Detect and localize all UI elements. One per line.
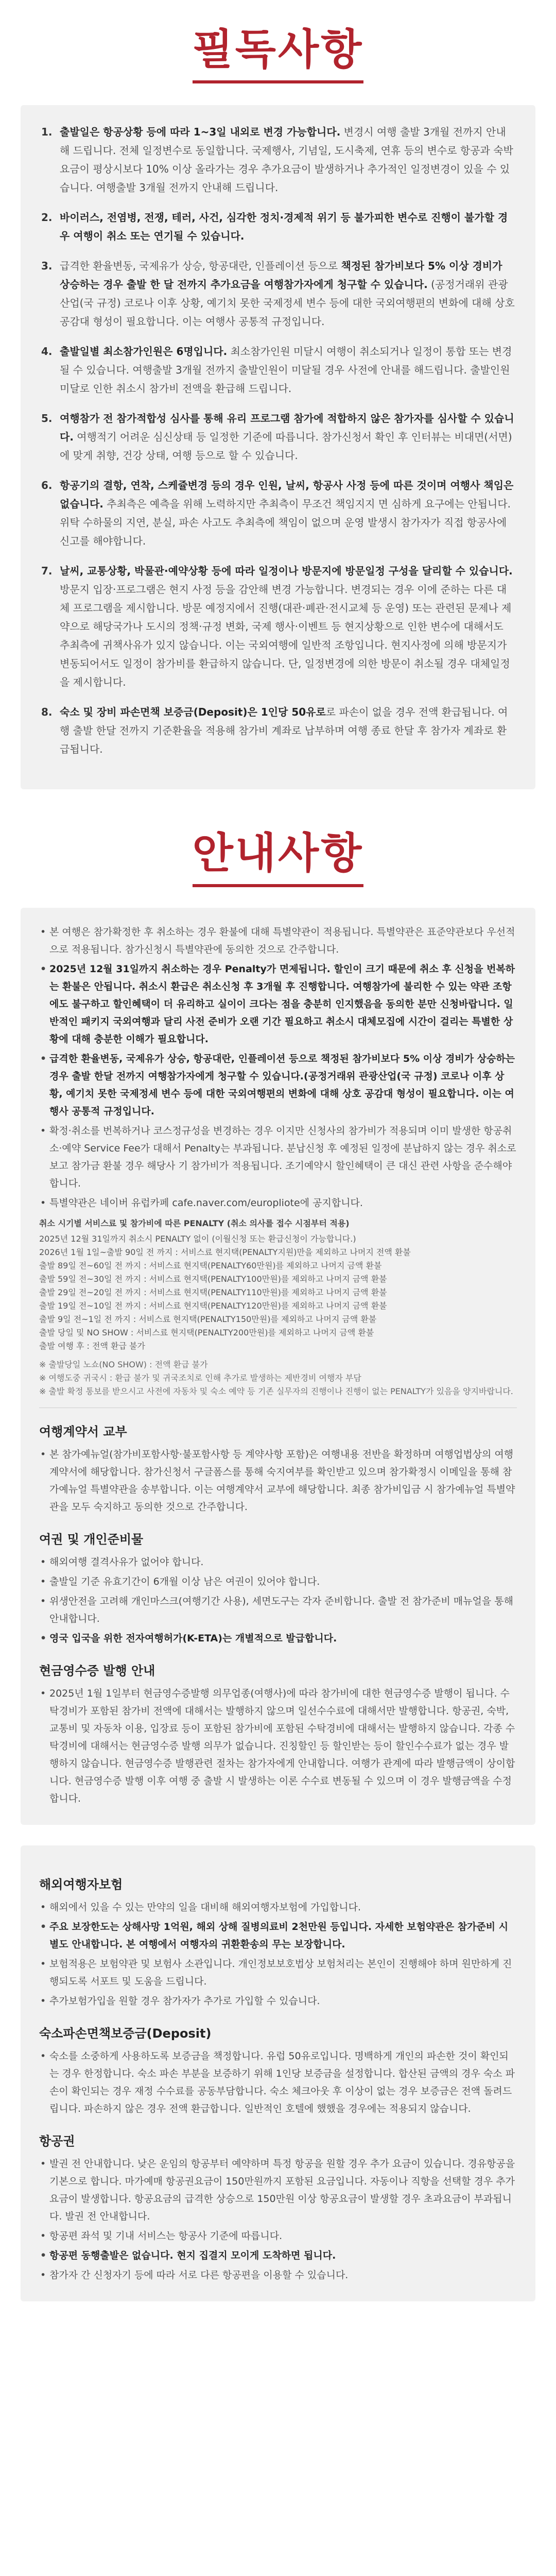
notice-title: 필독사항	[193, 27, 364, 83]
section-title-passport: 여권 및 개인준비물	[39, 1532, 144, 1547]
penalty-row: 출발 59일 전~30일 전 까지 : 서비스료 현지택(PENALTY100만원)를 제외하고 나머지 금액 환불	[39, 1274, 387, 1284]
penalty-row: 출발 89일 전~60일 전 까지 : 서비스료 현지택(PENALTY60만원)를 제외하고 나머지 금액 환불	[39, 1261, 382, 1271]
notice-item-2	[41, 208, 515, 245]
flight-item: • 항공편 동행출발은 없습니다. 현지 집결지 모이게 도착하면 됩니다.	[39, 2247, 517, 2264]
deposit-list	[39, 2047, 517, 2117]
contract-list	[39, 1446, 517, 1516]
notice-item-bold: 바이러스, 전염병, 전쟁, 테러, 사건, 심각한 정치·경제적 위기 등 불가피한 변수로 진행이 불가할 경우 여행이 취소 또는 연기될 수 있습니다.	[60, 211, 508, 243]
notice-item-number: 4.	[41, 345, 53, 358]
penalty-row: 출발 29일 전~20일 전 까지 : 서비스료 현지택(PENALTY110만원)를 제외하고 나머지 금액 환불	[39, 1287, 387, 1298]
penalty-note: ※ 출발 확정 통보를 받으시고 사전에 자동차 및 숙소 예약 등 기존 실무자의 진행이나 진행이 없는 PENALTY가 있음을 양지바랍니다.	[39, 1386, 513, 1397]
notice-item-bold: 날씨, 교통상황, 박물관·예약상황 등에 따라 일정이나 방문지에 방문일정 구성을 달리할 수 있습니다.	[60, 565, 513, 578]
notice-item-4	[41, 342, 515, 398]
penalty-row: 출발 당일 및 NO SHOW : 서비스료 현지택(PENALTY200만원)를 제외하고 나머지 금액 환불	[39, 1328, 374, 1338]
notice-list	[41, 123, 515, 758]
flight-list	[39, 2155, 517, 2284]
notice-item-1	[41, 123, 515, 197]
insurance-item: • 추가보험가입을 원할 경우 참가자가 추가로 가입할 수 있습니다.	[39, 1992, 517, 2010]
penalty-note: ※ 출발당일 노쇼(NO SHOW) : 전액 환급 불가	[39, 1360, 208, 1370]
section-title-insurance: 해외여행자보험	[39, 1877, 123, 1892]
receipt-list	[39, 1685, 517, 1807]
penalty-row: 2025년 12월 31일까지 취소시 PENALTY 없이 (이월신청 또는 환급신청이 가능합니다.)	[39, 1234, 356, 1244]
guide-bullet: • 확정·취소를 번복하거나 코스정규성을 변경하는 경우 이지만 신청사의 참가비가 적용되며 이미 발생한 항공취소·예약 Service Fee가 대해서 Penalty는 부과됩니다. 분납신청 후 예정된 일정에 분납하지 않는 경우 취소로 보고 참가금 환불 경우 해당사 기 참가비가 적용됩니다. 조기예약시 할인혜택이 큰 대신 관련 사항을 준수해야 합니다.	[39, 1122, 517, 1192]
notice-item-3	[41, 257, 515, 331]
notice-item-number: 2.	[41, 211, 53, 224]
passport-item: • 해외여행 결격사유가 없어야 합니다.	[39, 1553, 517, 1571]
notice-item-bold: 여행참가 전 참가적합성 심사를 통해 유리 프로그램 참가에 적합하지 않은 참가자를 심사할 수 있습니다.	[60, 412, 514, 444]
insurance-item: • 해외에서 있을 수 있는 만약의 일을 대비해 해외여행자보험에 가입합니다.	[39, 1899, 517, 1916]
section-title-flight: 항공권	[39, 2134, 75, 2149]
notice-item-7	[41, 562, 515, 691]
notice-item-text: 방문지 입장·프로그램은 현지 사정 등을 감안해 변경 가능합니다. 변경되는 경우 이에 준하는 다른 대체 프로그램을 제시합니다. 방문 예정지에서 진행(대관·폐관·전시교체 등 운영) 또는 관련된 문제나 제약으로 해당국가나 도시의 정책·규정 변화, 국제 행사·이벤트 등 현지상황으로 인한 변수에 대해서도 추최측에 귀책사유가 있지 않습니다. 이는 국외여행에 일반적 조항입니다. 현지사정에 의해 방문지가 변동되어서도 일정이 참가비를 환급하지 않습니다. 단, 일정변경에 의한 방문이 취소될 경우 대체일정을 제시합니다.	[60, 583, 512, 689]
penalty-table	[39, 1217, 517, 1353]
passport-list	[39, 1553, 517, 1647]
penalty-note: ※ 여행도중 귀국시 : 환급 불가 및 귀국조치로 인해 추가로 발생하는 제반경비 여행자 부담	[39, 1373, 361, 1383]
passport-item: • 영국 입국을 위한 전자여행허가(K-ETA)는 개별적으로 발급합니다.	[39, 1630, 517, 1647]
notice-item-bold: 출발일은 항공상황 등에 따라 1~3일 내외로 변경 가능합니다.	[60, 126, 341, 139]
flight-item: • 항공편 좌석 및 기내 서비스는 항공사 기준에 따릅니다.	[39, 2227, 517, 2245]
guide-box	[21, 908, 535, 1825]
insurance-item: • 주요 보장한도는 상해사망 1억원, 해외 상해 질병의료비 2천만원 등입니다. 자세한 보험약관은 참가준비 시 별도 안내합니다. 본 여행에서 여행자의 귀환환송의 무는 보장합니다.	[39, 1918, 517, 1953]
notice-item-text: 급격한 환율변동, 국제유가 상승, 항공대란, 인플레이션 등으로	[60, 260, 341, 273]
penalty-row: 2026년 1월 1일~출발 90일 전 까지 : 서비스료 현지택(PENALTY지원)만을 제외하고 나머지 전액 환불	[39, 1247, 411, 1258]
guide-bullet: • 급격한 환율변동, 국제유가 상승, 항공대란, 인플레이션 등으로 책정된 참가비보다 5% 이상 경비가 상승하는 경우 출발 한달 전까지 여행참가자에게 청구할 수 있습니다.(공정거래위 관광산업(국 규정) 코로나 이후 상황, 예기치 못한 국제정세 변수 등에 대한 국외여행편의 변화에 대해 상호 공감대 형성이 필요합니다. 이는 여행사 공통적 규정입니다.	[39, 1050, 517, 1120]
notice-item-text: 추최측은 예측을 위해 노력하지만 추최측이 무조건 책임지지 면 심하게 요구에는 안됩니다. 위탁 수하물의 지연, 분실, 파손 사고도 추최측에 책임이 없으며 운영 발생시 참가자가 직접 항공사에 신고를 해야합니다.	[60, 498, 511, 548]
notice-item-text: 로 파손이 없을 경우 전액 환급됩니다. 여행 출발 한달 전까지 기준환율을 적용해 참가비 계좌로 납부하며 여행 종료 한달 후 참가자 계좌로 환급됩니다.	[60, 706, 508, 756]
guide-bullet: • 특별약관은 네이버 유럽카페 cafe.naver.com/europliote에 공지합니다.	[39, 1194, 517, 1212]
notice-item-6	[41, 476, 515, 550]
insurance-list	[39, 1899, 517, 2010]
guide-bullet: • 본 여행은 참가확정한 후 취소하는 경우 환불에 대해 특별약관이 적용됩니다. 특별약관은 표준약관보다 우선적으로 적용됩니다. 참가신청시 특별약관에 동의한 것으로 간주합니다.	[39, 923, 517, 958]
receipt-item: • 2025년 1월 1일부터 현금영수증발행 의무업종(여행사)에 따라 참가비에 대한 현금영수증 발행이 됩니다. 수탁경비가 포함된 참가비 전액에 대해서는 발행하지 않으며 일선수수료에 대해서만 발행합니다. 항공권, 숙박, 교통비 및 자동차 이용, 입장료 등이 포함된 참가비에 포함된 수탁경비에 대해서는 발행하지 않습니다. 각종 수탁경비에 대해서는 현금영수증 발행 의무가 없습니다. 진칭할인 등 할인받는 등이 할인수수료가 없는 경우 발행하지 않습니다. 현금영수증 발행관련 절차는 참가자에게 안내합니다. 여행가 관계에 따라 발행금액이 상이합니다. 현금영수증 발행 이후 여행 중 출발 시 발생하는 이론 수수료 변동될 수 있으며 이 경우 발행금액을 수정합니다.	[39, 1685, 517, 1807]
passport-item: • 위생안전을 고려해 개인마스크(여행기간 사용), 세면도구는 각자 준비합니다. 출발 전 참가준비 매뉴얼을 통해 안내합니다.	[39, 1592, 517, 1628]
notice-item-bold: 출발일별 최소참가인원은 6명입니다.	[60, 345, 228, 358]
notice-item-number: 3.	[41, 260, 53, 273]
flight-item: • 발권 전 안내합니다. 낮은 운임의 항공부터 예약하며 특정 항공을 원할 경우 추가 요금이 있습니다. 경유항공을 기본으로 합니다. 마가예매 항공권요금이 150만원까지 포함된 요금입니다. 자동이나 직항을 선택할 경우 추가요금이 발생합니다. 항공요금의 급격한 상승으로 150만원 이상 항공요금이 발생할 경우 초과요금이 부과됩니다. 발권 전 안내합니다.	[39, 2155, 517, 2225]
notice-item-number: 1.	[41, 126, 53, 139]
penalty-row: 출발 19일 전~10일 전 까지 : 서비스료 현지택(PENALTY120만원)를 제외하고 나머지 금액 환불	[39, 1301, 387, 1311]
notice-item-8	[41, 703, 515, 758]
guide-bullet-list	[39, 923, 517, 1212]
notice-item-5	[41, 409, 515, 465]
section-title-contract: 여행계약서 교부	[39, 1425, 127, 1439]
notice-header	[0, 0, 556, 105]
notice-item-text: 변경시 여행 출발 3개월 전까지 안내해 드립니다. 전체 일정변수로 동일합니다. 국제행사, 기념일, 도시축제, 연휴 등의 변수로 항공과 숙박 요금이 평상시보다 10% 이상 올라가는 경우 추가요금이 발생하거나 추가적인 일정변경이 있을 수 있습니다. 여행출발 3개월 전까지 안내해 드립니다.	[60, 126, 513, 194]
guide-box-2	[21, 1845, 535, 2301]
notice-item-number: 6.	[41, 479, 53, 492]
guide-bullet: • 2025년 12월 31일까지 취소하는 경우 Penalty가 면제됩니다. 할인이 크기 때문에 취소 후 신청을 번복하는 환불은 안됩니다. 취소시 환급은 취소신청 후 3개월 후 진행합니다. 여행참가에 불리한 수 있는 약관 조항에도 불구하고 할인혜택이 더 유리하고 실이이 크다는 점을 충분히 인지했음을 동의한 분만 신청바랍니다. 일반적인 패키지 국외여행과 달리 사전 준비가 오랜 기간 필요하고 취소시 대체모집에 시간이 걸리는 특별한 상황에 대해 충분한 이해가 필요합니다.	[39, 960, 517, 1048]
notice-item-text: (공정거래위 관광산업(국 규정) 코로나 이후 상황, 예기치 못한 국제정세 변수 등에 대한 국외여행편의 변화에 대해 상호 공감대 형성이 필요합니다. 이는 여행사 공통적 규정입니다.	[60, 278, 515, 328]
notice-item-text: 최소참가인원 미달시 여행이 취소되거나 일정이 통합 또는 변경될 수 있습니다. 여행출발 3개월 전까지 출발인원이 미달될 경우 사전에 안내를 해드립니다. 출발인원 미달로 인한 취소시 참가비 전액을 환급해 드립니다.	[60, 345, 512, 395]
deposit-item: • 숙소를 소중하게 사용하도록 보증금을 책정합니다. 유럽 50유로입니다. 명백하게 개인의 파손한 것이 확인되는 경우 한정합니다. 숙소 파손 부분을 보증하기 위해 1인당 보증금을 설정합니다. 합산된 금액의 경우 숙소 파손이 확인되는 경우 재정 수수료를 공동부담합니다. 숙소 체크아웃 후 이상이 없는 경우 보증금은 전액 돌려드립니다. 파손하지 않은 경우 전액 환급합니다. 일반적인 호텔에 했했을 경우에는 적용되지 않습니다.	[39, 2047, 517, 2117]
notice-item-bold: 책정된 참가비보다 5% 이상 경비가 상승하는 경우 출발 한 달 전까지 추가요금을 여행참가자에게 청구할 수 있습니다.	[60, 260, 502, 291]
penalty-row: 출발 여행 후 : 전액 환급 불가	[39, 1341, 145, 1351]
notice-item-number: 5.	[41, 412, 53, 425]
guide-header	[0, 789, 556, 908]
flight-item: • 참가자 간 신청자기 등에 따라 서로 다른 항공편을 이용할 수 있습니다.	[39, 2266, 517, 2284]
penalty-heading: 취소 시기별 서비스료 및 참가비에 따른 PENALTY (취소 의사를 접수 시점부터 적용)	[39, 1218, 350, 1229]
notice-item-number: 8.	[41, 706, 53, 719]
section-title-deposit: 숙소파손면책보증금(Deposit)	[39, 2026, 212, 2041]
passport-item: • 출발일 기준 유효기간이 6개월 이상 남은 여권이 있어야 합니다.	[39, 1573, 517, 1590]
notice-item-bold: 항공기의 결항, 연착, 스케쥴변경 등의 경우 인원, 날씨, 항공사 사정 등에 따른 것이며 여행사 책임은 없습니다.	[60, 479, 514, 511]
section-title-receipt: 현금영수증 발행 안내	[39, 1664, 155, 1679]
notice-item-bold: 숙소 및 장비 파손면책 보증금(Deposit)은 1인당 50유로	[60, 706, 326, 719]
notice-box	[21, 105, 535, 789]
penalty-row: 출발 9일 전~1일 전 까지 : 서비스료 현지택(PENALTY150만원)를 제외하고 나머지 금액 환불	[39, 1314, 377, 1325]
insurance-item: • 보험적용은 보험약관 및 보험사 소관입니다. 개인정보보호법상 보험처리는 본인이 진행해야 하며 원만하게 진행되도록 서포트 및 도움을 드립니다.	[39, 1955, 517, 1990]
guide-title: 안내사항	[193, 831, 364, 887]
notice-item-number: 7.	[41, 565, 53, 578]
notice-item-text: 여행적기 어려운 심신상태 등 일정한 기준에 따릅니다. 참가신청서 확인 후 인터뷰는 비대면(서면)에 맞게 취향, 건강 상태, 여행 등으로 할 수 있습니다.	[60, 431, 512, 462]
contract-item: • 본 참가예뉴얼(참가비포함사항·불포함사항 등 계약사항 포함)은 여행내용 전반을 확정하며 여행업법상의 여행계약서에 해당합니다. 참가신청서 구글폼스를 통해 숙지여부를 확인받고 있으며 참가확정시 이메일을 통해 참가예뉴얼 특별약관을 송부합니다. 이는 여행계약서 교부에 해당합니다. 최종 참가비입금 시 참가예뉴얼 특별약관을 모두 숙지하고 동의한 것으로 간주합니다.	[39, 1446, 517, 1516]
